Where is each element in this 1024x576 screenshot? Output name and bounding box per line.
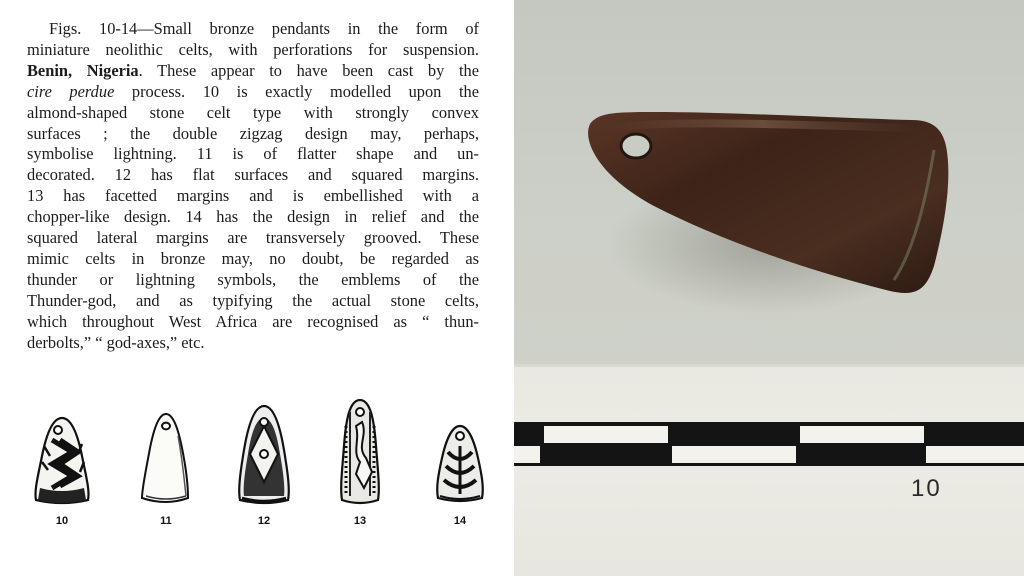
figure-14-number: 14 — [453, 515, 467, 527]
figure-11-number: 11 — [160, 515, 172, 527]
caption-line-16: derbolts,” “ god-axes,” etc. — [27, 332, 205, 352]
caption-line-15: which throughout West Africa are recognised as “ thun- — [27, 311, 479, 331]
caption-line-11: squared lateral margins are transversely grooved. These — [27, 228, 479, 248]
caption-line-2: miniature neolithic celts, with perforations for suspension. — [27, 39, 479, 59]
figure-14 — [420, 396, 500, 532]
pendant-11-icon — [126, 396, 206, 514]
figure-caption — [27, 19, 479, 354]
pendant-photograph — [514, 0, 1024, 576]
caption-line-12: mimic celts in bronze may, no doubt, be regarded as — [27, 248, 479, 268]
caption-line-14: Thunder-god, and as typifying the actual stone celts, — [27, 290, 479, 310]
caption-line-9: 13 has facetted margins and is embellished with a — [27, 186, 479, 206]
figure-11 — [126, 396, 206, 532]
figure-13 — [320, 396, 400, 532]
caption-line-4 — [27, 82, 479, 103]
caption-line-3-rest: . These appear to have been cast by the — [138, 60, 480, 80]
caption-line-6: surfaces ; the double zigzag design may, perhaps, — [27, 123, 479, 143]
scale-bar — [514, 422, 1024, 466]
figure-12 — [224, 396, 304, 532]
scale-label: 10 — [911, 475, 942, 502]
caption-line-5: almond-shaped stone celt type with strongly convex — [27, 102, 479, 122]
bronze-pendant-icon — [514, 0, 1024, 364]
caption-line-13: thunder or lightning symbols, the emblems of the — [27, 269, 479, 289]
caption-line-3 — [27, 61, 479, 82]
caption-line-7: symbolise lightning. 11 is of flatter shape and un- — [27, 144, 479, 164]
caption-line-1: Figs. 10-14—Small bronze pendants in the form of — [49, 19, 479, 38]
pendant-12-icon — [224, 396, 304, 514]
book-page — [0, 0, 500, 576]
figure-13-number: 13 — [353, 515, 367, 527]
caption-line-4-rest: process. 10 is exactly modelled upon the — [131, 81, 479, 101]
figure-10 — [22, 396, 102, 532]
figure-10-number: 10 — [55, 515, 69, 527]
caption-place: Benin, Nigeria — [27, 60, 139, 80]
caption-cire-perdue: cire perdue — [27, 81, 115, 101]
ruler-edge — [514, 364, 1024, 367]
pendant-14-icon — [420, 396, 500, 514]
pendant-13-icon — [320, 396, 400, 514]
figure-12-number: 12 — [257, 515, 271, 527]
scale-ruler — [514, 364, 1024, 576]
pendant-10-icon — [22, 396, 102, 514]
caption-line-10: chopper-like design. 14 has the design in relief and the — [27, 207, 479, 227]
caption-line-8: decorated. 12 has flat surfaces and squared margins. — [27, 165, 479, 185]
